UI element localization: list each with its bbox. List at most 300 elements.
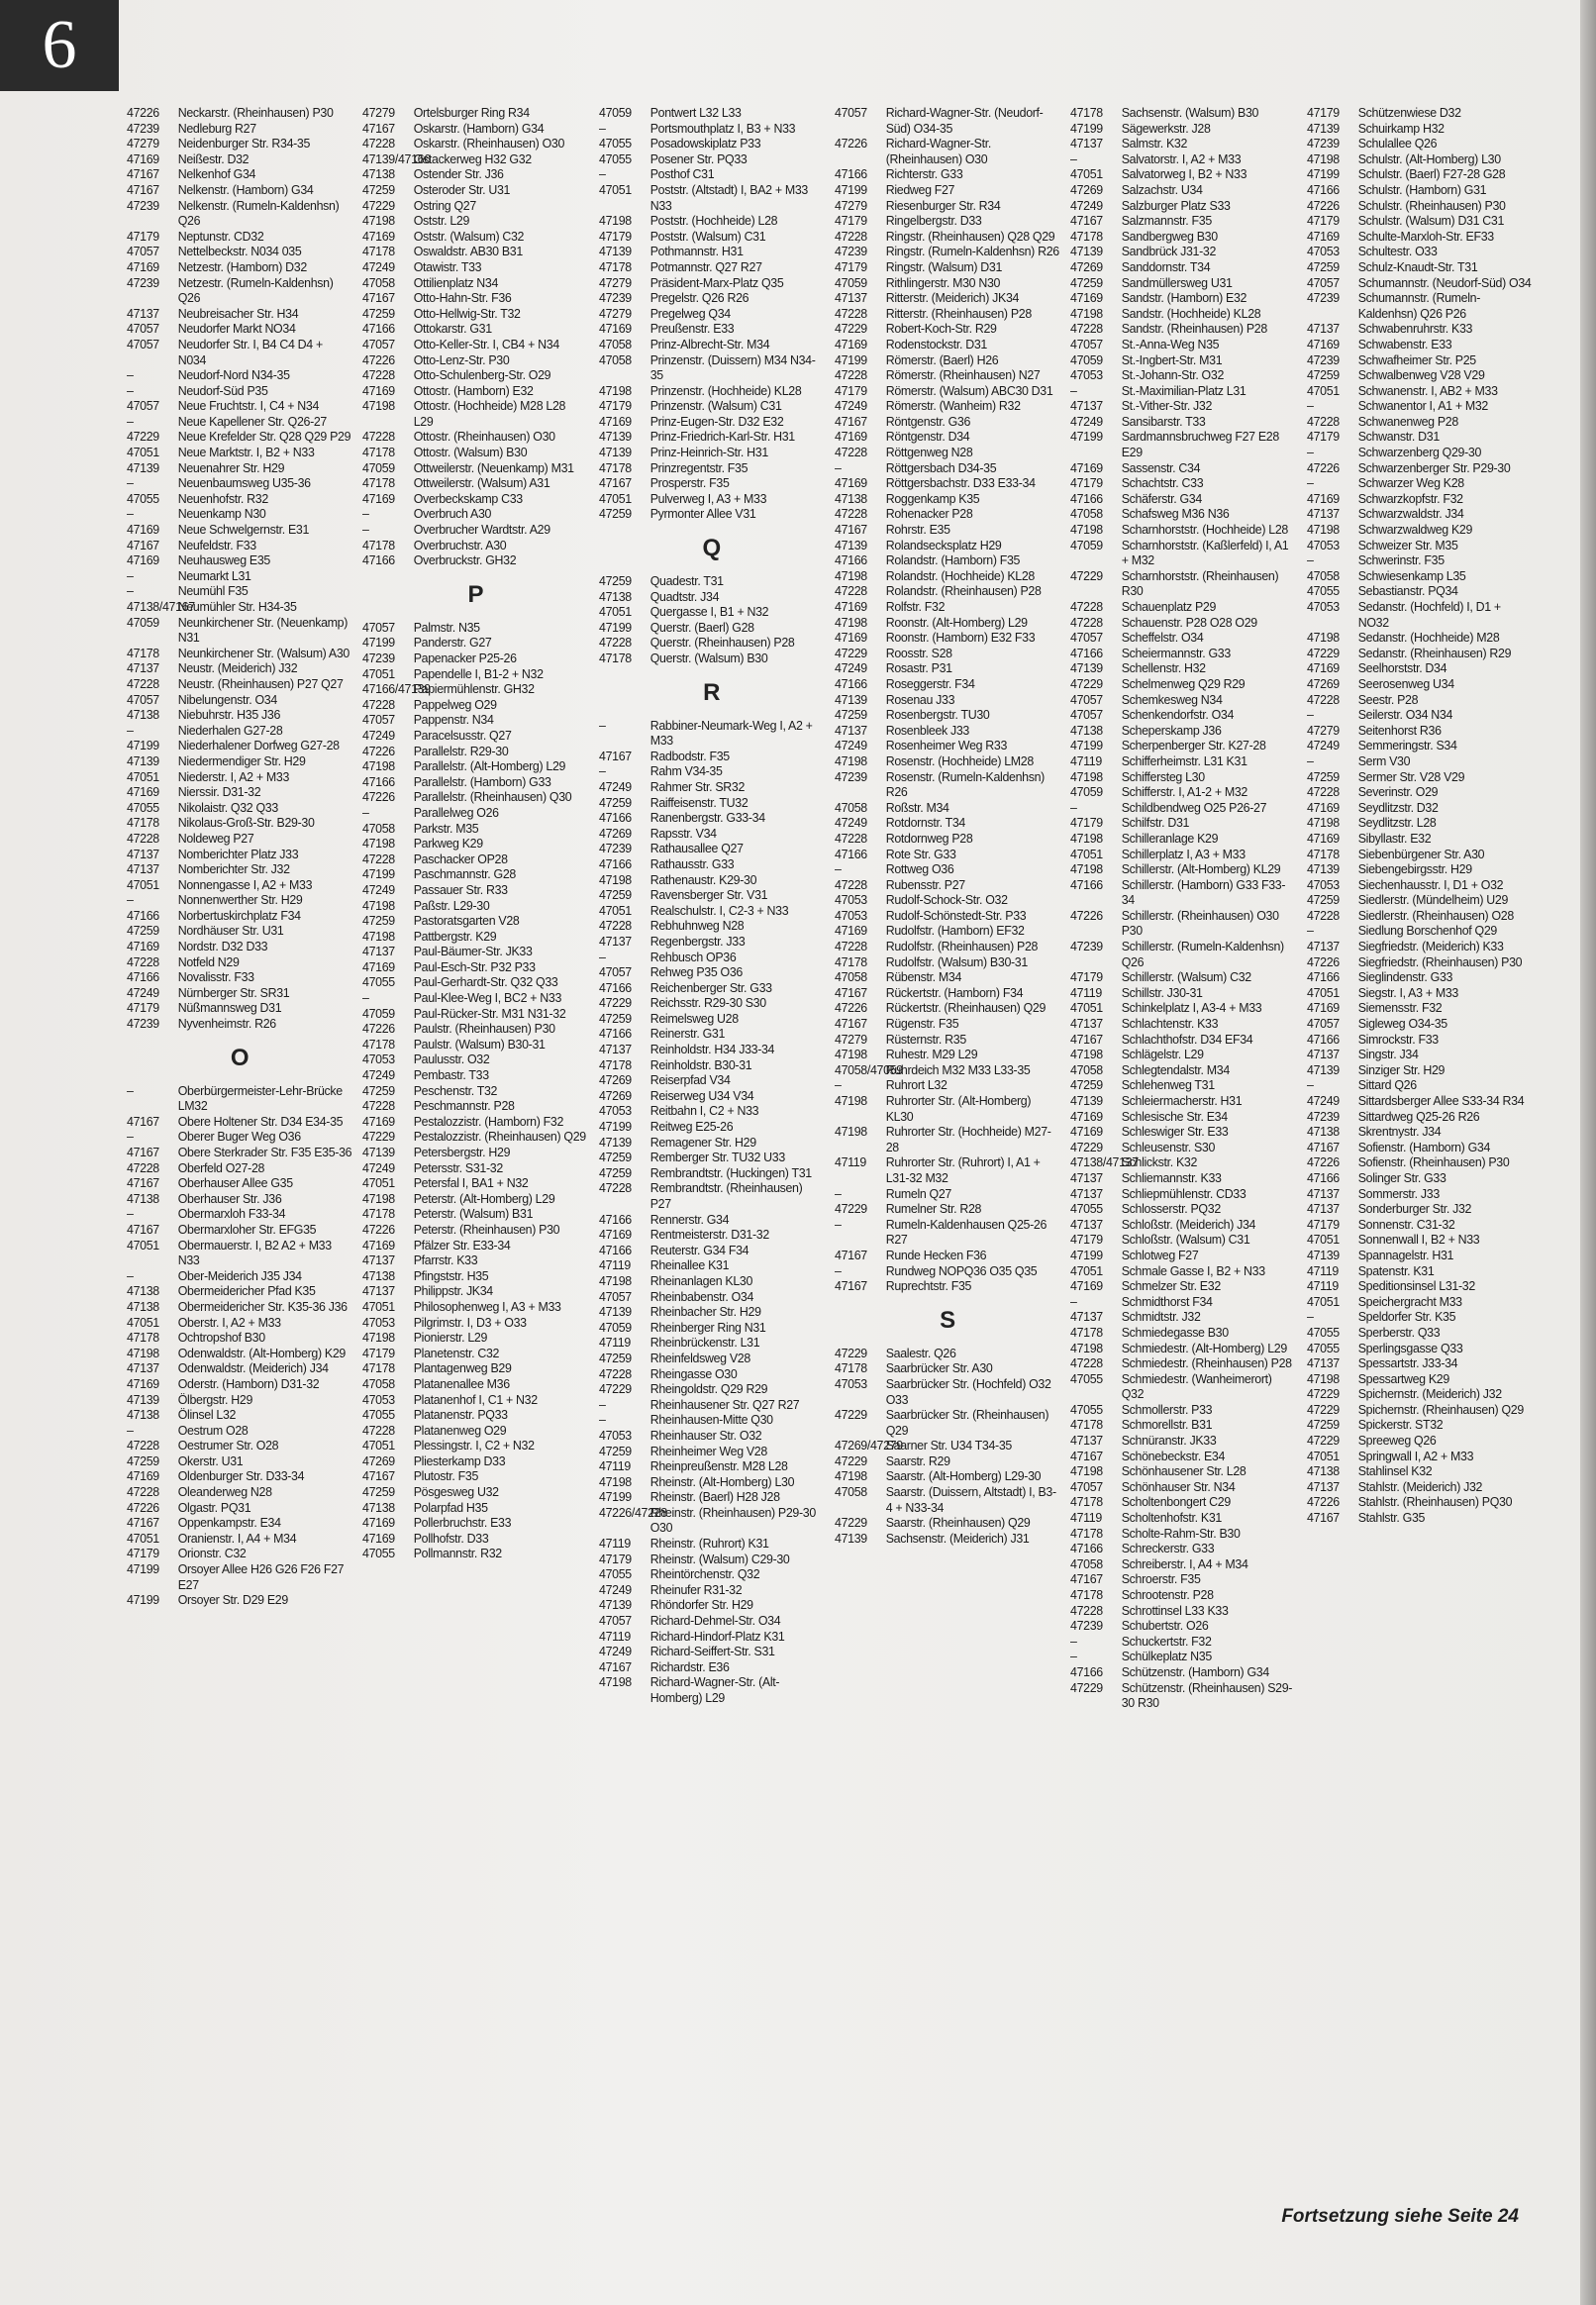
street-name: Schulallee Q26	[1357, 136, 1437, 151]
street-name: Orsoyer Str. D29 E29	[177, 1592, 288, 1608]
street-name: Rumeln-Kaldenhausen Q25-26 R27	[885, 1216, 1047, 1248]
postal-code: 47139	[362, 1145, 396, 1159]
street-name: Seestr. P28	[1357, 691, 1418, 707]
postal-code: 47137	[1306, 321, 1340, 337]
street-entry	[1070, 1124, 1295, 1140]
street-entry	[1307, 198, 1532, 214]
street-entry	[835, 861, 1060, 877]
postal-code: 47139	[1070, 660, 1104, 676]
street-name: Querstr. (Walsum) B30	[649, 651, 768, 665]
street-entry	[1070, 1556, 1295, 1572]
postal-code: 47139	[1306, 1247, 1340, 1262]
postal-code: 47139	[1306, 861, 1340, 877]
street-name: Nonnengasse I, A2 + M33	[177, 876, 313, 892]
street-name: Pappenstr. N34	[414, 712, 494, 728]
postal-code: 47169	[834, 475, 867, 491]
street-name: Riesenburger Str. R34	[885, 197, 1001, 213]
postal-code: 47057	[1070, 336, 1104, 351]
street-name: Sandstr. (Hochheide) KL28	[1122, 305, 1261, 321]
postal-code: 47259	[1306, 367, 1340, 383]
street-name: Salvatorweg I, B2 + N33	[1122, 166, 1247, 182]
postal-code: 47137	[1070, 1216, 1104, 1232]
postal-code: 47229	[1070, 567, 1104, 583]
street-entry	[835, 337, 1060, 352]
street-entry	[1307, 1341, 1532, 1356]
postal-code: 47249	[834, 398, 867, 414]
postal-code: 47053	[598, 1427, 632, 1443]
street-name: Noldeweg P27	[177, 830, 254, 846]
postal-code: 47059	[1070, 784, 1104, 800]
street-name: Seitenhorst R36	[1357, 722, 1442, 738]
postal-code: 47137	[834, 722, 867, 738]
street-entry	[835, 1154, 1060, 1185]
street-entry	[127, 1191, 351, 1207]
street-entry	[1070, 475, 1295, 491]
street-name: Richard-Wagner-Str. (Neudorf-Süd) O34-35	[885, 105, 1044, 136]
street-entry	[362, 460, 587, 476]
street-name: Plantagenweg B29	[414, 1360, 512, 1376]
postal-code: 47198	[362, 897, 396, 913]
street-entry	[599, 620, 824, 636]
postal-code: 47239	[127, 1016, 159, 1032]
street-entry	[835, 892, 1060, 908]
street-entry	[362, 1283, 587, 1299]
postal-code: 47119	[1070, 1510, 1103, 1526]
postal-code: 47058	[362, 1375, 396, 1391]
street-entry	[127, 1438, 351, 1453]
street-entry	[1307, 398, 1532, 414]
street-name: Parallelweg O26	[414, 804, 500, 820]
street-name: Sperlingsgasse Q33	[1357, 1340, 1463, 1355]
street-entry	[1307, 1294, 1532, 1310]
postal-code: 47166	[598, 1026, 632, 1042]
postal-code: 47169	[127, 258, 159, 274]
street-entry	[599, 321, 824, 337]
street-entry	[1070, 1463, 1295, 1479]
street-entry	[835, 1278, 1060, 1294]
street-entry	[1070, 908, 1295, 939]
postal-code: 47166	[834, 846, 867, 861]
street-entry	[127, 1546, 351, 1561]
street-name: Schmiedegasse B30	[1122, 1324, 1230, 1340]
street-entry	[127, 259, 351, 275]
postal-code: 47226	[362, 789, 396, 805]
street-entry	[127, 692, 351, 708]
postal-code: 47137	[1070, 1016, 1104, 1032]
street-entry	[127, 383, 351, 399]
street-entry	[362, 121, 587, 137]
postal-code: 47279	[834, 197, 867, 213]
postal-code: 47139	[598, 1134, 632, 1150]
street-entry	[1307, 1433, 1532, 1449]
street-name: Rheinstr. (Baerl) H28 J28	[649, 1489, 780, 1505]
street-name: Oderstr. (Hamborn) D31-32	[177, 1375, 320, 1391]
postal-code: 47167	[1070, 1031, 1104, 1047]
street-entry	[127, 1016, 351, 1032]
street-entry	[1070, 244, 1295, 259]
postal-code: 47166	[362, 773, 396, 789]
street-entry	[127, 568, 351, 584]
street-name: Ruhestr. M29 L29	[885, 1047, 978, 1062]
section-letter: S	[940, 1306, 956, 1334]
street-name: Neudorf-Nord N34-35	[177, 367, 290, 383]
postal-code: 47259	[598, 887, 632, 903]
postal-code: 47279	[1306, 722, 1340, 738]
street-name: Pappelweg O29	[414, 696, 497, 712]
street-entry	[599, 1381, 824, 1397]
street-name: Portsmouthplatz I, B3 + N33	[649, 120, 795, 136]
postal-code: 47169	[834, 599, 867, 614]
postal-code: 47138/47137	[1070, 1154, 1140, 1170]
postal-code: 47119	[598, 1458, 631, 1474]
street-name: Orsoyer Allee H26 G26 F26 F27 E27	[177, 1561, 345, 1592]
street-entry	[599, 1444, 824, 1459]
street-name: Schlachthofstr. D34 EF34	[1122, 1031, 1253, 1047]
postal-code: 47051	[127, 768, 159, 784]
postal-code: 47198	[598, 1272, 632, 1288]
street-entry	[1070, 151, 1295, 167]
street-entry	[599, 1458, 824, 1474]
street-name: Ranenbergstr. G33-34	[649, 810, 765, 826]
street-name: Schultestr. O33	[1357, 244, 1438, 259]
postal-code: 47055	[362, 1546, 396, 1561]
street-entry	[599, 1597, 824, 1613]
street-entry	[835, 753, 1060, 769]
street-entry	[127, 738, 351, 753]
street-entry	[362, 1114, 587, 1130]
street-entry	[127, 229, 351, 245]
postal-code: 47137	[1070, 1185, 1104, 1201]
postal-code: 47169	[362, 490, 396, 506]
street-name: Speldorfer Str. K35	[1357, 1309, 1455, 1325]
street-entry	[127, 753, 351, 769]
street-name: Neudorfer Str. I, B4 C4 D4 + N034	[177, 336, 323, 367]
postal-code: 47057	[127, 244, 159, 259]
street-name: Oberer Buger Weg O36	[177, 1129, 301, 1145]
street-name: Schulstr. (Walsum) D31 C31	[1357, 213, 1504, 229]
street-name: Rembrandtstr. (Huckingen) T31	[649, 1164, 812, 1180]
street-entry	[362, 352, 587, 368]
postal-code: 47178	[598, 459, 632, 475]
street-entry	[835, 630, 1060, 646]
postal-code: 47057	[1070, 1478, 1104, 1494]
postal-code: 47249	[598, 778, 632, 794]
street-name: Rolandsecksplatz H29	[885, 537, 1002, 552]
street-entry	[127, 954, 351, 970]
street-entry	[1307, 1000, 1532, 1016]
street-name: Sedanstr. (Rheinhausen) R29	[1357, 645, 1511, 660]
street-name: Spickerstr. ST32	[1357, 1417, 1444, 1433]
postal-code: 47198	[598, 382, 632, 398]
street-entry	[127, 676, 351, 692]
street-name: Rosenbleek J33	[885, 722, 969, 738]
street-name: Römerstr. (Walsum) ABC30 D31	[885, 382, 1053, 398]
street-entry	[1070, 337, 1295, 352]
street-name: Rahmer Str. SR32	[649, 778, 745, 794]
street-entry	[1307, 475, 1532, 491]
postal-code: 47059	[1070, 537, 1104, 552]
postal-code: 47179	[1070, 969, 1104, 985]
street-name: Plessingstr. I, C2 + N32	[414, 1438, 536, 1453]
street-name: Overbruckstr. GH32	[414, 552, 517, 568]
street-name: Parkweg K29	[414, 836, 484, 852]
street-entry	[127, 1515, 351, 1531]
street-entry	[599, 1180, 824, 1211]
street-entry	[1307, 1124, 1532, 1140]
street-entry	[835, 1093, 1060, 1124]
postal-code: 47167	[127, 166, 159, 182]
postal-code: 47051	[598, 604, 632, 620]
postal-code: 47229	[1070, 1139, 1104, 1154]
street-entry	[599, 1320, 824, 1336]
postal-code: 47137	[362, 1283, 396, 1299]
postal-code: 47139	[598, 1304, 632, 1320]
street-entry	[599, 1629, 824, 1645]
street-entry	[127, 800, 351, 816]
street-name: Skrentnystr. J34	[1357, 1124, 1441, 1140]
street-entry	[599, 1397, 824, 1413]
street-name: Schwanenweg P28	[1357, 413, 1458, 429]
street-name: Schwarzenberger Str. P29-30	[1357, 459, 1511, 475]
street-entry	[599, 337, 824, 352]
street-name: Sachsenstr. (Walsum) B30	[1122, 105, 1259, 120]
street-entry	[362, 1021, 587, 1037]
street-entry	[1307, 1463, 1532, 1479]
postal-code: 47229	[598, 1381, 632, 1397]
street-name: St.-Johann-Str. O32	[1122, 367, 1225, 383]
postal-code: 47198	[1070, 768, 1104, 784]
street-name: Rosenstr. (Hochheide) LM28	[885, 752, 1034, 768]
street-name: Paracelsusstr. Q27	[414, 727, 512, 743]
street-name: Poststr. (Walsum) C31	[649, 228, 765, 244]
postal-code: 47167	[127, 1515, 159, 1531]
postal-code: 47057	[1306, 1016, 1340, 1032]
street-entry	[1070, 877, 1295, 908]
street-name: Parallelstr. (Hamborn) G33	[414, 773, 551, 789]
street-entry	[362, 712, 587, 728]
street-entry	[599, 1273, 824, 1289]
street-name: Schützenstr. (Hamborn) G34	[1122, 1663, 1270, 1679]
postal-code: 47058/47059	[834, 1061, 903, 1077]
street-entry	[362, 1098, 587, 1114]
postal-code: 47178	[127, 815, 159, 831]
postal-code: 47198	[1306, 630, 1340, 646]
street-name: Oberfeld O27-28	[177, 1159, 265, 1175]
postal-code: 47198	[834, 752, 867, 768]
postal-code: 47051	[1070, 166, 1104, 182]
postal-code: 47051	[1070, 1000, 1104, 1016]
postal-code: 47058	[1070, 1061, 1104, 1077]
postal-code: 47138	[127, 707, 159, 723]
street-entry	[127, 491, 351, 507]
postal-code: 47228	[362, 696, 396, 712]
street-entry	[599, 1351, 824, 1366]
postal-code: 47053	[1070, 367, 1104, 383]
street-entry	[362, 136, 587, 151]
street-entry	[127, 1392, 351, 1408]
street-name: Schildbendweg O25 P26-27	[1122, 799, 1267, 815]
postal-code: 47057	[127, 336, 159, 351]
street-entry	[835, 583, 1060, 599]
street-name: Nomberichter Str. J32	[177, 861, 290, 877]
street-name: Römerstr. (Wanheim) R32	[885, 398, 1021, 414]
street-name: Roonstr. (Hamborn) E32 F33	[885, 630, 1036, 646]
postal-code: 47178	[1070, 1417, 1104, 1433]
street-entry	[1307, 753, 1532, 769]
street-entry	[1070, 800, 1295, 816]
street-entry	[1307, 1278, 1532, 1294]
postal-code: 47198	[362, 1190, 396, 1206]
postal-code: 47259	[598, 506, 632, 522]
postal-code: 47137	[1070, 1433, 1104, 1449]
postal-code: 47239	[834, 768, 867, 784]
street-name: Rottweg O36	[885, 861, 954, 877]
street-entry	[1070, 985, 1295, 1001]
postal-code: 47058	[1070, 506, 1104, 522]
street-entry	[127, 1145, 351, 1160]
postal-code: 47179	[127, 228, 159, 244]
postal-code: 47249	[1070, 413, 1104, 429]
postal-code: 47057	[1070, 707, 1104, 723]
street-entry	[835, 1248, 1060, 1263]
street-entry	[1070, 383, 1295, 399]
street-entry	[127, 1238, 351, 1268]
postal-code: 47169	[1070, 1278, 1104, 1294]
street-name: Röttgenweg N28	[885, 445, 973, 460]
street-name: Präsident-Marx-Platz Q35	[649, 274, 784, 290]
postal-code: 47178	[362, 1360, 396, 1376]
postal-code: 47229	[1070, 675, 1104, 691]
street-entry	[362, 538, 587, 553]
street-entry	[1070, 568, 1295, 599]
postal-code: 47228	[834, 305, 867, 321]
street-name: Scharnhorststr. (Kaßlerfeld) I, A1 + M32	[1122, 537, 1289, 568]
street-name: Schwabenruhrstr. K33	[1357, 321, 1472, 337]
street-entry	[599, 1165, 824, 1181]
postal-code: 47169	[834, 336, 867, 351]
street-name: Rehbusch OP36	[649, 949, 737, 964]
street-name: Pregelstr. Q26 R26	[649, 290, 748, 306]
street-entry	[599, 1072, 824, 1088]
street-entry	[362, 552, 587, 568]
street-name: Rheinanlagen KL30	[649, 1272, 752, 1288]
postal-code: 47178	[1306, 846, 1340, 861]
street-name: Sanddornstr. T34	[1122, 258, 1211, 274]
street-name: Röntgenstr. D34	[885, 429, 970, 445]
street-entry	[835, 306, 1060, 322]
street-entry	[1070, 166, 1295, 182]
postal-code: 47167	[834, 413, 867, 429]
street-name: Neubreisacher Str. H34	[177, 305, 299, 321]
postal-code: 47055	[1306, 1324, 1340, 1340]
street-name: Roseggerstr. F34	[885, 675, 975, 691]
street-name: Reichsstr. R29-30 S30	[649, 995, 766, 1011]
postal-code: 47137	[1306, 1185, 1340, 1201]
street-entry	[599, 1489, 824, 1505]
street-name: Nyvenheimstr. R26	[177, 1016, 276, 1032]
street-name: Nelkenstr. (Hamborn) G34	[177, 181, 314, 197]
postal-code: 47167	[362, 290, 396, 306]
street-entry	[835, 321, 1060, 337]
postal-code: 47169	[362, 1237, 396, 1253]
street-entry	[1070, 136, 1295, 151]
street-name: Schillerstr. (Walsum) C32	[1122, 969, 1252, 985]
postal-code: 47139	[834, 1530, 867, 1546]
street-name: Nierssir. D31-32	[177, 784, 261, 800]
street-entry	[1307, 414, 1532, 430]
street-name: Schreckerstr. G33	[1122, 1541, 1215, 1556]
street-entry	[835, 259, 1060, 275]
postal-code: 47178	[362, 1036, 396, 1052]
postal-code: 47055	[598, 1566, 632, 1582]
postal-code: 47228	[1070, 1355, 1104, 1371]
section-letter: R	[703, 678, 721, 706]
street-name: Schwarzkopfstr. F32	[1357, 490, 1463, 506]
postal-code: 47226	[362, 1221, 396, 1237]
postal-code: 47178	[598, 651, 632, 665]
street-entry	[599, 398, 824, 414]
street-entry	[599, 995, 824, 1011]
street-entry	[1070, 1000, 1295, 1016]
postal-code: 47138	[1306, 1463, 1340, 1479]
street-entry	[599, 445, 824, 460]
postal-code: 47057	[127, 321, 159, 337]
street-entry	[1307, 630, 1532, 646]
postal-code: 47228	[598, 635, 632, 651]
street-name: Petersstr. S31-32	[414, 1159, 504, 1175]
street-name: Peterstr. (Alt-Homberg) L29	[414, 1190, 555, 1206]
street-entry	[1307, 939, 1532, 954]
street-name: Radbodstr. F35	[649, 748, 730, 763]
street-name: Schrottinsel L33 K33	[1122, 1602, 1229, 1618]
street-name: Saarstr. R29	[885, 1453, 950, 1468]
street-entry	[599, 1212, 824, 1228]
street-name: Seydlitzstr. D32	[1357, 799, 1439, 815]
street-entry	[362, 1546, 587, 1561]
street-name: Oleanderweg N28	[177, 1484, 272, 1500]
street-name: Papenacker P25-26	[414, 651, 518, 665]
street-name: Rumelner Str. R28	[885, 1201, 982, 1217]
street-name: Schlägelstr. L29	[1122, 1047, 1204, 1062]
street-entry	[1070, 1217, 1295, 1233]
street-name: Schlegtendalstr. M34	[1122, 1061, 1231, 1077]
street-entry	[835, 367, 1060, 383]
street-entry	[599, 506, 824, 522]
street-name: Platanenhof I, C1 + N32	[414, 1391, 539, 1407]
street-name: Scheiermannstr. G33	[1122, 645, 1232, 660]
postal-code: 47239	[1306, 136, 1340, 151]
postal-code: 47055	[1306, 583, 1340, 599]
postal-code: 47229	[834, 645, 867, 660]
postal-code: 47053	[834, 892, 867, 908]
street-entry	[1307, 1355, 1532, 1371]
street-name: Rheinpreußenstr. M28 L28	[649, 1458, 788, 1474]
postal-code: 47229	[1306, 1386, 1340, 1402]
street-entry	[599, 383, 824, 399]
street-name: Rheinstr. (Ruhrort) K31	[649, 1536, 769, 1552]
postal-code: 47228	[127, 675, 159, 691]
street-name: Obermarxloh F33-34	[177, 1206, 286, 1222]
street-entry	[1070, 1093, 1295, 1109]
street-entry	[599, 1026, 824, 1042]
street-name: Paßstr. L29-30	[414, 897, 490, 913]
street-entry	[127, 121, 351, 137]
postal-code: 47138	[127, 1190, 159, 1206]
street-entry	[127, 1206, 351, 1222]
street-name: Rheinufer R31-32	[649, 1581, 742, 1597]
postal-code: –	[1306, 1309, 1314, 1325]
street-entry	[599, 429, 824, 445]
